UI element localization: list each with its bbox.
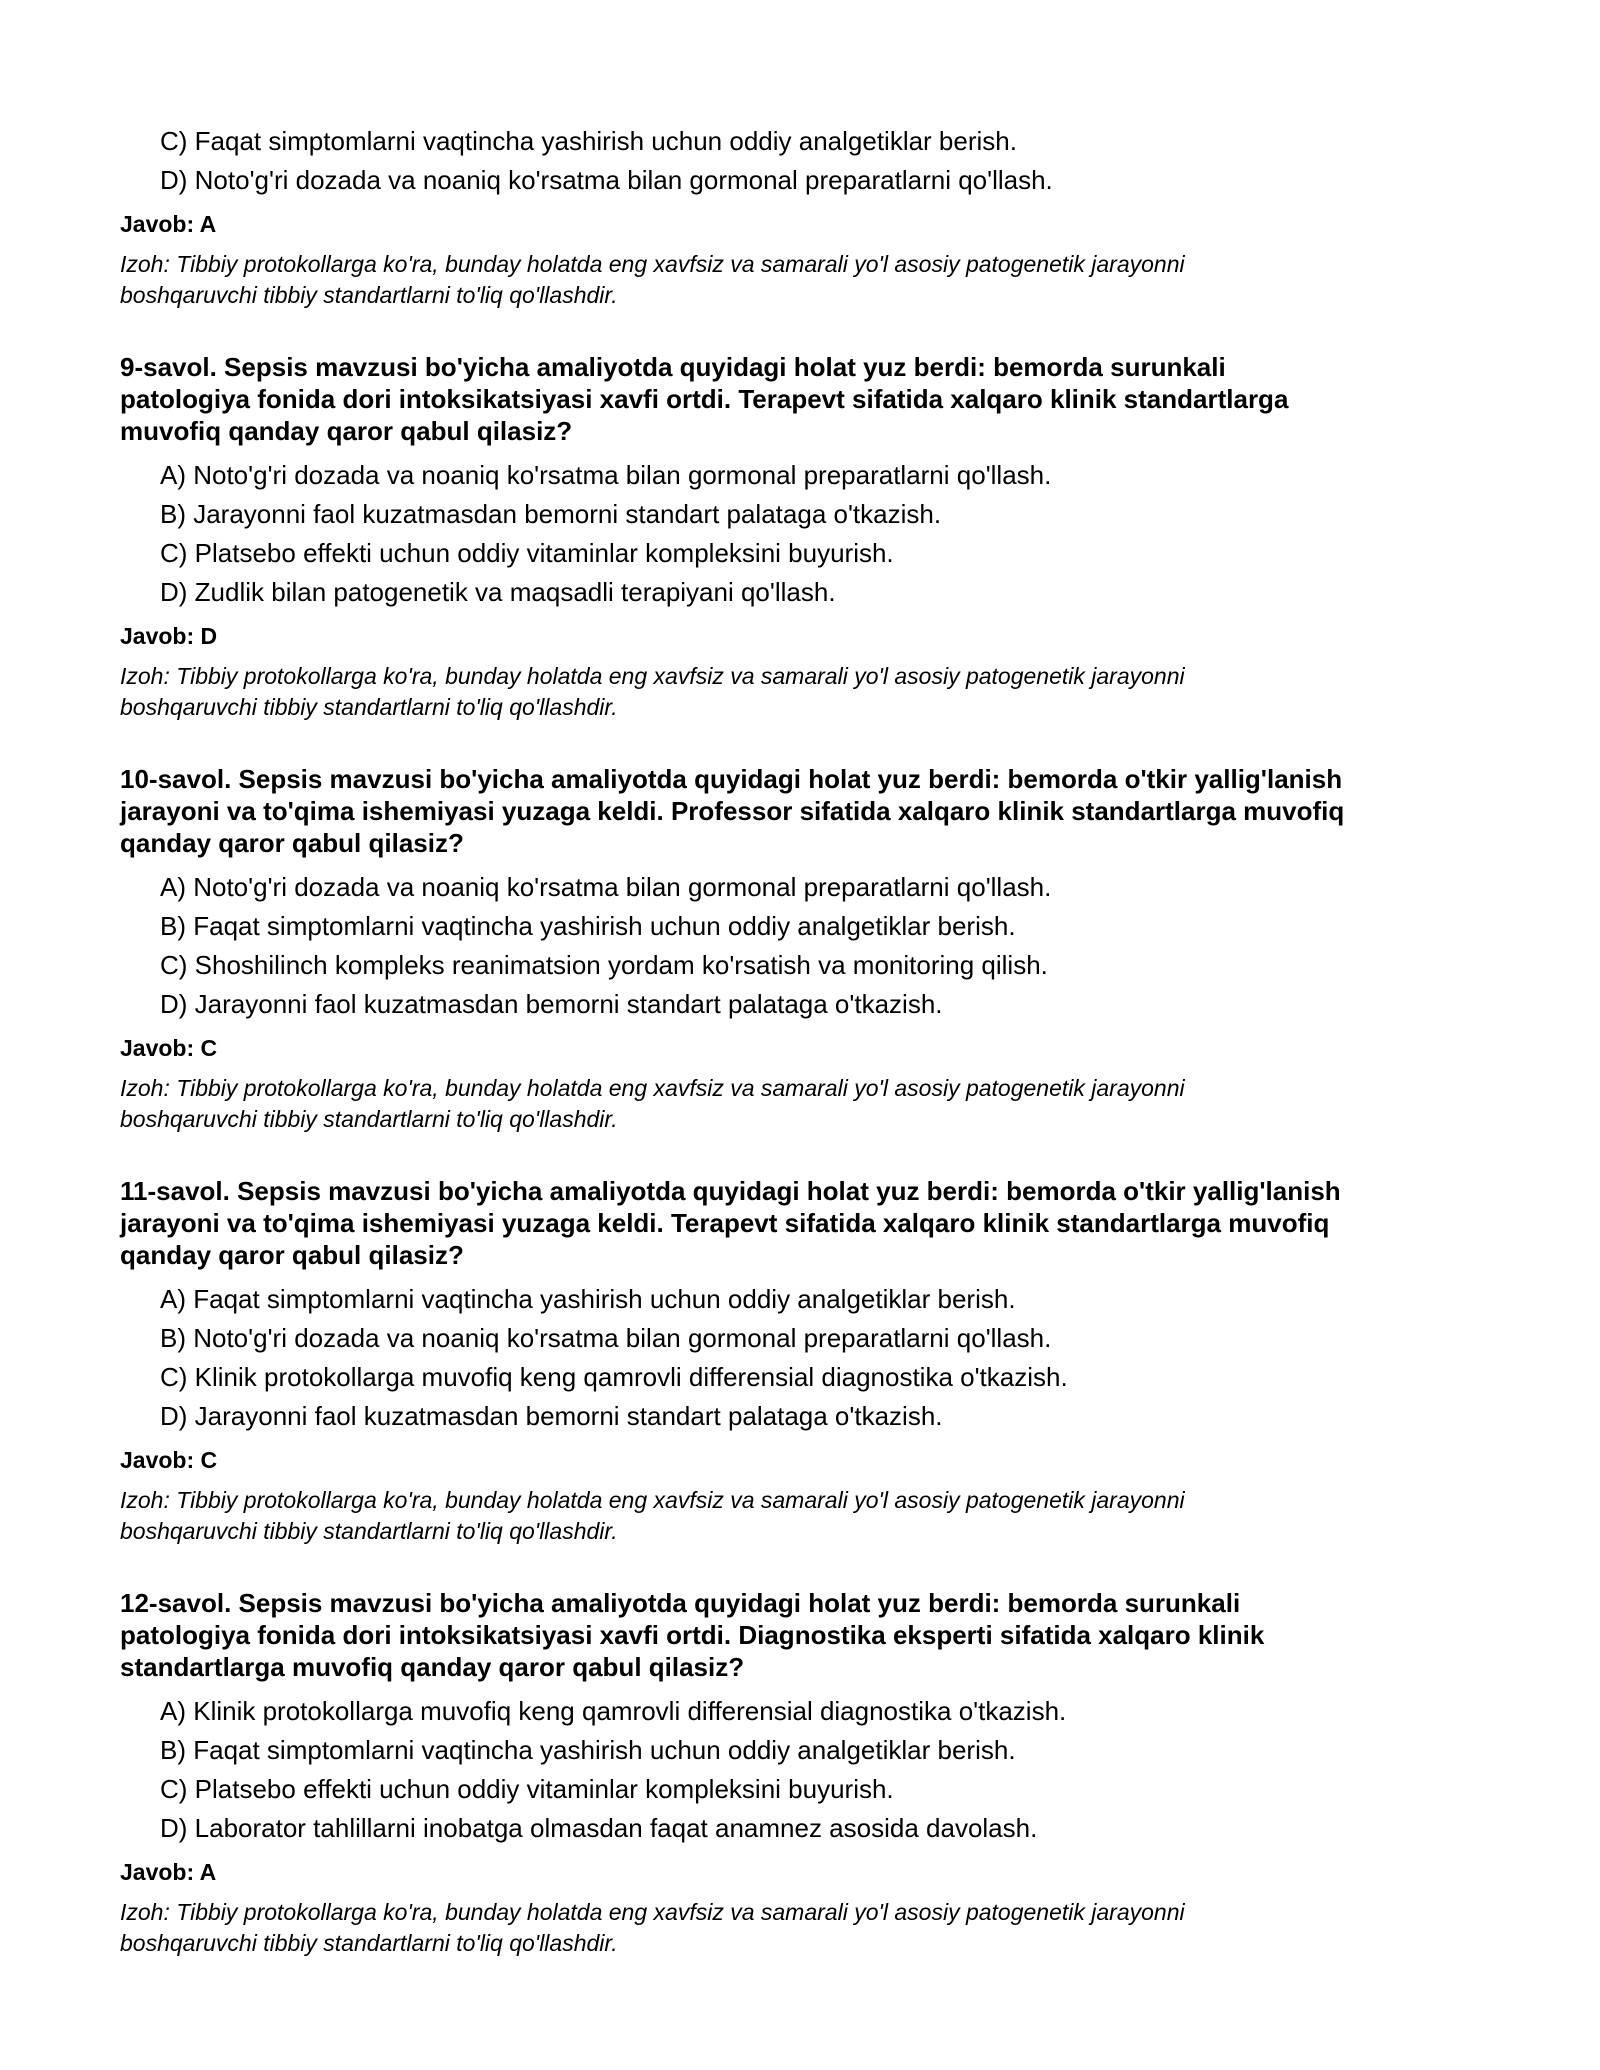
option-a: A) Noto'g'ri dozada va noaniq ko'rsatma bilan gormonal preparatlarni qo'llash. [160, 460, 1052, 490]
document-page [120, 122, 1490, 1959]
option-b: B) Noto'g'ri dozada va noaniq ko'rsatma bilan gormonal preparatlarni qo'llash. [160, 1323, 1052, 1353]
question-title-line: jarayoni va to'qima ishemiyasi yuzaga keldi. Terapevt sifatida xalqaro klinik standartlarga muvofiq [120, 1208, 1330, 1238]
question-title [120, 1587, 1490, 1683]
explanation-line: Izoh: Tibbiy protokollarga ko'ra, bunday holatda eng xavfsiz va samarali yo'l asosiy patogenetik jarayonni [120, 1899, 1185, 1925]
question-11 [120, 1175, 1490, 1547]
explanation-note [120, 1073, 1490, 1135]
question-title-line: 11-savol. Sepsis mavzusi bo'yicha amaliyotda quyidagi holat yuz berdi: bemorda o'tkir yallig'lanish [120, 1176, 1341, 1206]
option-c: C) Shoshilinch kompleks reanimatsion yordam ko'rsatish va monitoring qilish. [160, 950, 1048, 980]
option-d: D) Laborator tahlillarni inobatga olmasdan faqat anamnez asosida davolash. [160, 1813, 1038, 1843]
explanation-note [120, 1897, 1490, 1959]
option-a: A) Klinik protokollarga muvofiq keng qamrovli differensial diagnostika o'tkazish. [160, 1696, 1067, 1726]
answer-label: Javob: A [120, 1859, 217, 1885]
question-title [120, 763, 1490, 859]
question-title-line: 9-savol. Sepsis mavzusi bo'yicha amaliyotda quyidagi holat yuz berdi: bemorda surunkali [120, 352, 1226, 382]
explanation-line: boshqaruvchi tibbiy standartlarni to'liq qo'llashdir. [120, 1106, 618, 1132]
answer-label: Javob: D [120, 623, 218, 649]
option-d: D) Jarayonni faol kuzatmasdan bemorni standart palataga o'tkazish. [160, 1401, 943, 1431]
question-8-continuation [120, 122, 1490, 311]
question-title-line: standartlarga muvofiq qanday qaror qabul qilasiz? [120, 1652, 745, 1682]
option-b: B) Jarayonni faol kuzatmasdan bemorni standart palataga o'tkazish. [160, 499, 942, 529]
question-title-line: patologiya fonida dori intoksikatsiyasi xavfi ortdi. Diagnostika eksperti sifatida xalqaro klinik [120, 1620, 1265, 1650]
question-title-line: patologiya fonida dori intoksikatsiyasi xavfi ortdi. Terapevt sifatida xalqaro klinik standartlarga [120, 384, 1289, 414]
explanation-note [120, 1485, 1490, 1547]
option-b: B) Faqat simptomlarni vaqtincha yashirish uchun oddiy analgetiklar berish. [160, 1735, 1016, 1765]
option-c: C) Faqat simptomlarni vaqtincha yashirish uchun oddiy analgetiklar berish. [160, 126, 1017, 156]
explanation-line: boshqaruvchi tibbiy standartlarni to'liq qo'llashdir. [120, 694, 618, 720]
question-12 [120, 1587, 1490, 1959]
question-title-line: jarayoni va to'qima ishemiyasi yuzaga keldi. Professor sifatida xalqaro klinik standartlarga muvofiq [120, 796, 1345, 826]
answer-label: Javob: A [120, 211, 217, 237]
option-c: C) Klinik protokollarga muvofiq keng qamrovli differensial diagnostika o'tkazish. [160, 1362, 1068, 1392]
explanation-line: Izoh: Tibbiy protokollarga ko'ra, bunday holatda eng xavfsiz va samarali yo'l asosiy patogenetik jarayonni [120, 663, 1185, 689]
question-title-line: qanday qaror qabul qilasiz? [120, 828, 464, 858]
option-d: D) Jarayonni faol kuzatmasdan bemorni standart palataga o'tkazish. [160, 989, 943, 1019]
option-a: A) Noto'g'ri dozada va noaniq ko'rsatma bilan gormonal preparatlarni qo'llash. [160, 872, 1052, 902]
option-b: B) Faqat simptomlarni vaqtincha yashirish uchun oddiy analgetiklar berish. [160, 911, 1016, 941]
question-title-line: 12-savol. Sepsis mavzusi bo'yicha amaliyotda quyidagi holat yuz berdi: bemorda surunkali [120, 1588, 1241, 1618]
question-10 [120, 763, 1490, 1135]
explanation-line: boshqaruvchi tibbiy standartlarni to'liq qo'llashdir. [120, 1518, 618, 1544]
explanation-line: boshqaruvchi tibbiy standartlarni to'liq qo'llashdir. [120, 282, 618, 308]
question-title [120, 1175, 1490, 1271]
option-a: A) Faqat simptomlarni vaqtincha yashirish uchun oddiy analgetiklar berish. [160, 1284, 1016, 1314]
question-title-line: 10-savol. Sepsis mavzusi bo'yicha amaliyotda quyidagi holat yuz berdi: bemorda o'tkir yallig'lanish [120, 764, 1343, 794]
question-9 [120, 351, 1490, 723]
question-title-line: qanday qaror qabul qilasiz? [120, 1240, 464, 1270]
option-c: C) Platsebo effekti uchun oddiy vitaminlar kompleksini buyurish. [160, 1774, 894, 1804]
explanation-note [120, 661, 1490, 723]
answer-label: Javob: C [120, 1447, 218, 1473]
explanation-line: Izoh: Tibbiy protokollarga ko'ra, bunday holatda eng xavfsiz va samarali yo'l asosiy patogenetik jarayonni [120, 251, 1185, 277]
option-d: D) Zudlik bilan patogenetik va maqsadli terapiyani qo'llash. [160, 577, 836, 607]
question-title [120, 351, 1490, 447]
question-title-line: muvofiq qanday qaror qabul qilasiz? [120, 416, 573, 446]
option-d: D) Noto'g'ri dozada va noaniq ko'rsatma bilan gormonal preparatlarni qo'llash. [160, 165, 1053, 195]
explanation-note [120, 249, 1490, 311]
explanation-line: Izoh: Tibbiy protokollarga ko'ra, bunday holatda eng xavfsiz va samarali yo'l asosiy patogenetik jarayonni [120, 1487, 1185, 1513]
answer-label: Javob: C [120, 1035, 218, 1061]
explanation-line: Izoh: Tibbiy protokollarga ko'ra, bunday holatda eng xavfsiz va samarali yo'l asosiy patogenetik jarayonni [120, 1075, 1185, 1101]
option-c: C) Platsebo effekti uchun oddiy vitaminlar kompleksini buyurish. [160, 538, 894, 568]
explanation-line: boshqaruvchi tibbiy standartlarni to'liq qo'llashdir. [120, 1930, 618, 1956]
